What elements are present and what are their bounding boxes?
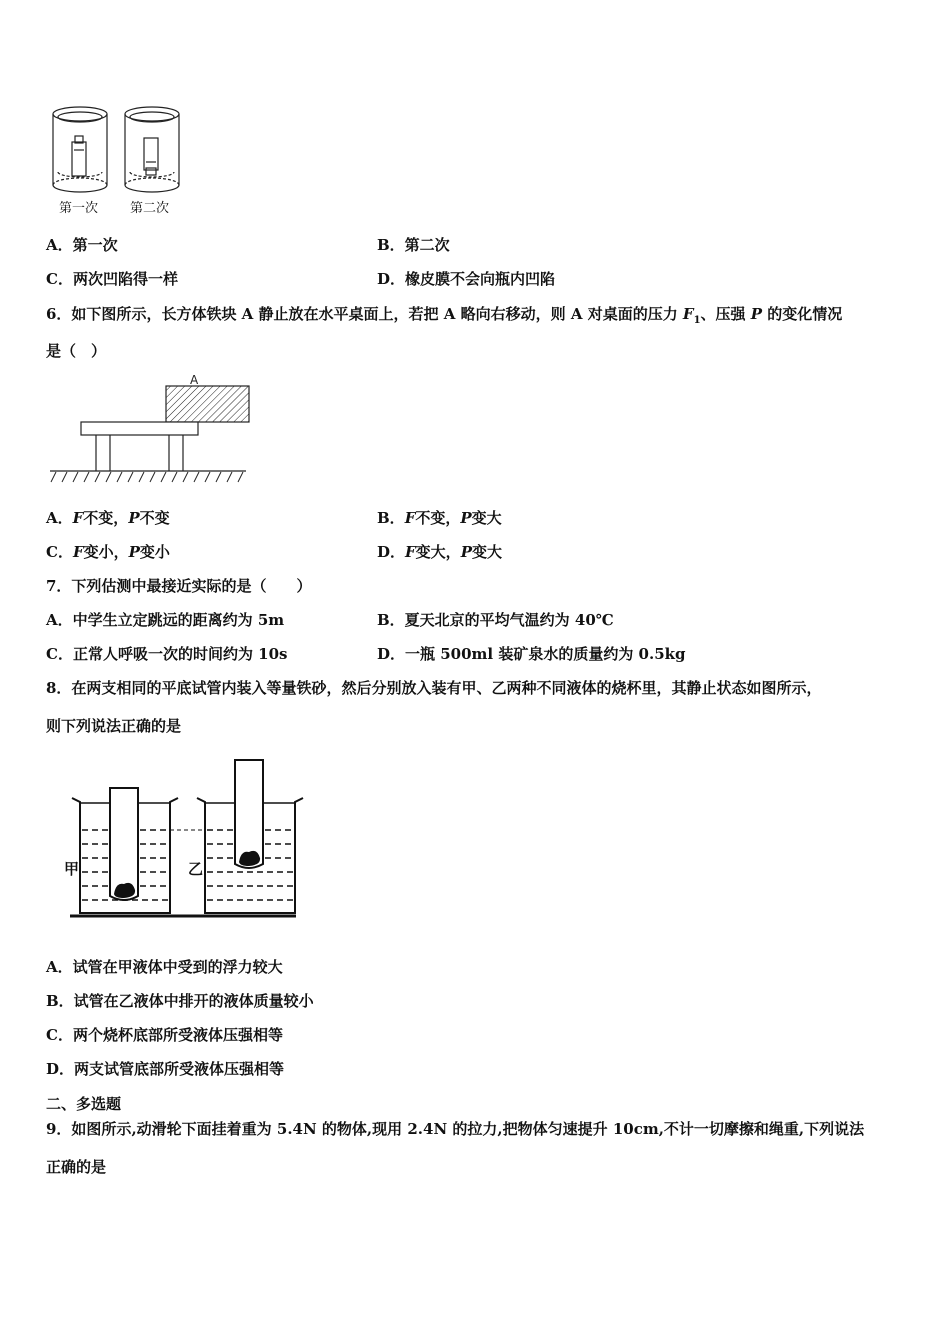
q5-option-a: A．第一次 — [46, 236, 118, 254]
q5-option-c: C．两次凹陷得一样 — [46, 270, 178, 288]
q7-option-a: A．中学生立定跳远的距离约为 5m — [46, 611, 285, 629]
q6-var-p: P — [750, 305, 763, 323]
q7-option-c: C．正常人呼吸一次的时间约为 10s — [46, 645, 288, 663]
q6-stem-b: 、压强 — [700, 305, 751, 323]
q5-caption-second: 第二次 — [130, 201, 170, 216]
q7-option-d: D．一瓶 500ml 装矿泉水的质量约为 0.5kg — [377, 645, 686, 663]
q8-figure — [60, 756, 300, 926]
q6-option-d: D．F变大，P变大 — [377, 543, 502, 561]
q8-option-d: D．两支试管底部所受液体压强相等 — [46, 1060, 285, 1078]
q6-figure-label-a: A — [190, 373, 199, 387]
q6-option-a: A．F不变，P不变 — [46, 509, 170, 527]
q5-option-b: B．第二次 — [377, 236, 450, 254]
q7-option-b: B．夏天北京的平均气温约为 40℃ — [377, 611, 614, 629]
q6-option-b: B．F不变，P变大 — [377, 509, 502, 527]
q8-stem-line1: 8．在两支相同的平底试管内装入等量铁砂，然后分别放入装有甲、乙两种不同液体的烧杯里，其静止状态如图所示， — [46, 679, 822, 697]
q8-stem-line2: 则下列说法正确的是 — [46, 717, 182, 735]
q8-label-jia: 甲 — [64, 860, 80, 878]
q8-label-yi: 乙 — [188, 860, 204, 878]
q6-option-c: C．F变小，P变小 — [46, 543, 170, 561]
q6-sub-1: 1 — [693, 315, 701, 326]
section-multi-choice-title: 二、多选题 — [46, 1095, 122, 1113]
q6-stem-a: 6．如下图所示，长方体铁块 A 静止放在水平桌面上，若把 A 略向右移动，则 A 对桌面的压力 — [46, 305, 683, 323]
q7-stem: 7．下列估测中最接近实际的是（ ） — [46, 577, 312, 595]
q6-stem-line2: 是（ ） — [46, 342, 107, 360]
q6-stem — [46, 304, 842, 331]
q8-option-b: B．试管在乙液体中排开的液体质量较小 — [46, 992, 314, 1010]
q6-var-f: F — [682, 305, 694, 323]
q9-stem-line1: 9．如图所示,动滑轮下面挂着重为 5.4N 的物体,现用 2.4N 的拉力,把物体匀速提升 10cm,不计一切摩擦和绳重,下列说法 — [46, 1120, 865, 1138]
q9-stem-line2: 正确的是 — [46, 1158, 107, 1176]
q5-caption-first: 第一次 — [59, 201, 99, 216]
q6-stem-c: 的变化情况 — [762, 305, 843, 323]
q5-option-d: D．橡皮膜不会向瓶内凹陷 — [377, 270, 556, 288]
q5-figure — [46, 102, 196, 202]
q6-figure — [50, 372, 250, 487]
q8-option-c: C．两个烧杯底部所受液体压强相等 — [46, 1026, 283, 1044]
q8-option-a: A．试管在甲液体中受到的浮力较大 — [46, 958, 283, 976]
